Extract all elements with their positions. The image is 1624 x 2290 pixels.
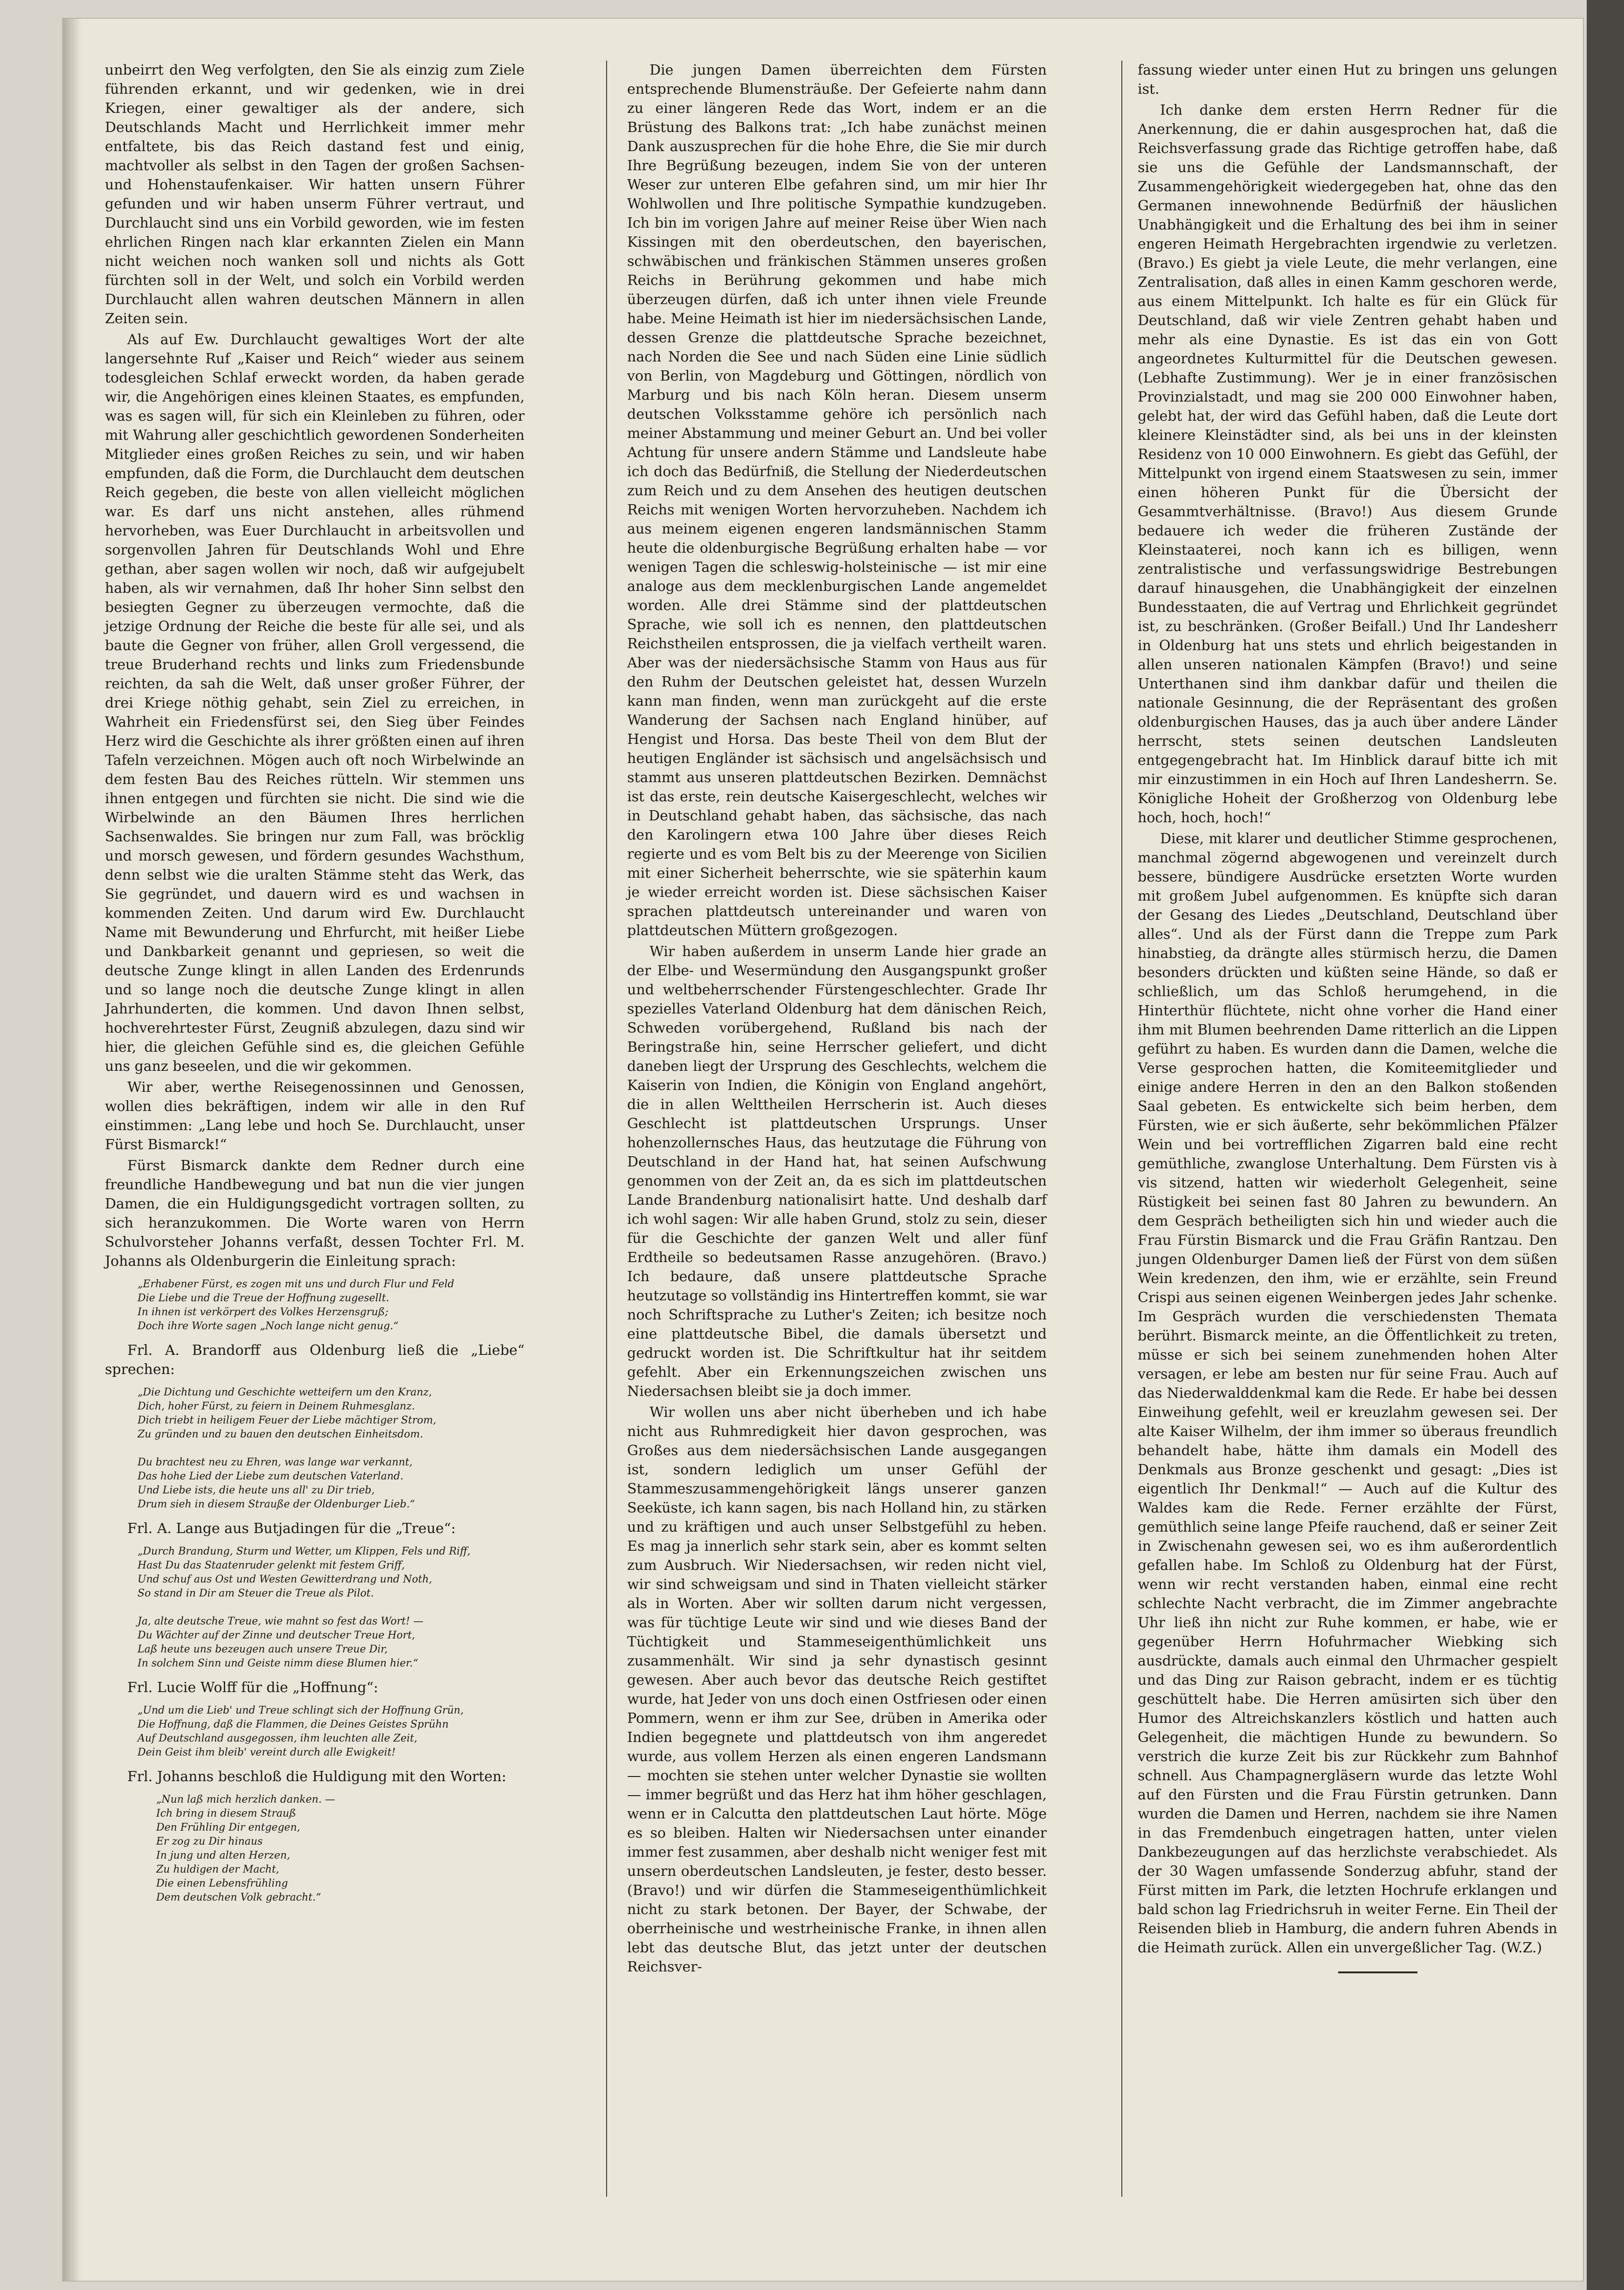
- paragraph: Frl. Lucie Wolff für die „Hoffnung“:: [127, 1679, 379, 1696]
- poem: „Erhabener Fürst, es zogen mit uns und durch Flur und Feld Die Liebe und die Treue der Hoffnung zugesellt. In ihnen ist verkörpert des Volkes Herzensgruß; Doch ihre Worte sagen „Noch lange nicht genug.“: [138, 1278, 455, 1332]
- paragraph: Diese, mit klarer und deutlicher Stimme gesprochenen, manchmal zögernd abgewogenen und vereinzelt durch bessere, bündigere Ausdrücke ersetzten Worte wurden mit großem Jubel aufgenommen. Es knüpfte sich daran der Gesang des Liedes „Deutschland, Deutschland über alles“. Und als der Fürst dann die Treppe zum Park hinabstieg, da drängte alles stürmisch herzu, die Damen besonders drückten und küßten seine Hände, so daß er schließlich, um das Schloß herumgehend, in die Hinterthür flüchtete, nicht ohne vorher die Hand einer ihm mit Blumen beehrenden Dame ritterlich an die Lippen geführt zu haben. Es wurden dann die Damen, welche die Verse gesprochen hatten, die Komiteemitglieder und einige andere Herren in den an den Balkon stoßenden Saal gebeten. Es entwickelte sich beim herben, dem Fürsten, wie er sich äußerte, sehr bekömmlichen Pfälzer Wein und bei vortrefflichen Zigarren bald eine recht gemüthliche, zwanglose Unterhaltung. Dem Fürsten vis à vis sitzend, hatten wir wiederholt Gelegenheit, seine Rüstigkeit bei seinen fast 80 Jahren zu bewundern. An dem Gespräch betheiligten sich hin und wieder auch die Frau Fürstin Bismarck und die Frau Gräfin Rantzau. Den jungen Oldenburger Damen ließ der Fürst von dem süßen Wein kredenzen, den ihm, wie er erzählte, sein Freund Crispi aus seinen eigenen Weinbergen jedes Jahr schenke. Im Gespräch wurden die verschiedensten Themata berührt. Bismarck meinte, an die Öffentlichkeit zu treten, müsse er sich bei seinem zunehmenden hohen Alter versagen, er lebe am besten nur für seine Frau. Auch auf das Niederwalddenkmal kam die Rede. Er habe bei dessen Einweihung gefehlt, weil er kreuzlahm gewesen sei. Der alte Kaiser Wilhelm, der ihm immer so überaus freundlich behandelt habe, hätte ihm damals ein Modell des Denkmals aus Bronze geschenkt und gesagt: „Dies ist eigentlich Ihr Denkmal!“ — Auch auf die Kultur des Waldes kam die Rede. Ferner erzählte der Fürst, gemüthlich seine lange Pfeife rauchend, daß er seiner Zeit in Zwischenahn gewesen sei, wo es ihm außerordentlich gefallen habe. Im Schloß zu Oldenburg hat der Fürst, wenn wir recht verstanden haben, einmal eine recht schlechte Nacht verbracht, die im Zimmer angebrachte Uhr ließ ihn nicht zur Ruhe kommen, er habe, wie er gegenüber Herrn Hofuhrmacher Wiebking sich ausdrückte, damals auch einmal den Uhrmacher gespielt und das Ding zur Raison gebracht, indem er es tüchtig geschüttelt habe. Die Herren amüsirten sich über den Humor des Altreichskanzlers köstlich und hatten auch Gelegenheit, die mächtigen Hunde zu bewundern. So verstrich die kurze Zeit bis zur Rückkehr zum Bahnhof schnell. Aus Champagnergläsern wurde das letzte Wohl auf den Fürsten und die Frau Fürstin getrunken. Dann wurden die Damen und Herren, nachdem sie ihre Namen in das Fremdenbuch eingetragen hatten, unter vielen Dankbezeugungen auf das herzlichste verabschiedet. Als der 30 Wagen umfassende Sonderzug abfuhr, stand der Fürst mitten im Park, die letzten Hochrufe erklangen und bald schon lag Friedrichsruh in weiter Ferne. Ein Theil der Reisenden blieb in Hamburg, die andern fuhren Abends in die Heimath zurück. Allen ein unvergeßlicher Tag. (W.Z.): [1138, 831, 1557, 1956]
- poem: „Die Dichtung und Geschichte wetteifern um den Kranz, Dich, hoher Fürst, zu feiern in Deinem Ruhmesglanz. Dich triebt in heiligem Feuer der Liebe mächtiger Strom, Zu gründen und zu bauen den deutschen Einheitsdom. Du brachtest neu zu Ehren, was lange war verkannt, Das hohe Lied der Liebe zum deutschen Vaterland. Und Liebe ists, die heute uns all' zu Dir trieb, Drum sieh in diesem Strauße der Oldenburger Lieb.“: [138, 1387, 436, 1510]
- column-left: [105, 61, 525, 1912]
- binding-shadow: [63, 19, 82, 2281]
- end-rule: [1338, 1971, 1417, 1973]
- paragraph: Als auf Ew. Durchlaucht gewaltiges Wort der alte langersehnte Ruf „Kaiser und Reich“ wieder aus seinem todesgleichen Schlaf erweckt worden, da haben gerade wir, die Angehörigen eines kleinen Staates, es empfunden, was es sagen will, für sich ein Kleinleben zu führen, oder mit Wahrung aller geschichtlich gewordenen Sonderheiten Mitglieder eines großen Reiches zu sein, und wir haben empfunden, daß die Form, die Durchlaucht dem deutschen Reich gegeben, die beste von allen vielleicht möglichen war. Es darf uns nicht anstehen, alles rühmend hervorheben, was Euer Durchlaucht in arbeitsvollen und sorgenvollen Jahren für Deutschlands Wohl und Ehre gethan, aber sagen wollen wir noch, daß wir aufgejubelt haben, als wir vernahmen, daß Ihr hoher Sinn selbst den besiegten Gegner zu überzeugen vermochte, daß die jetzige Ordnung der Reiche die beste für alle sei, und als baute die Gegner von früher, allen Groll vergessend, die treue Bruderhand rechts und links zum Friedensbunde reichten, da sah die Welt, daß unser großer Führer, der drei Kriege nöthig gehabt, sein Ziel zu erreichen, in Wahrheit ein Friedensfürst sei, den Sieg über Feindes Herz wird die Geschichte als ihrer größten einen auf ihren Tafeln verzeichnen. Mögen auch oft noch Wirbelwinde an dem festen Bau des Reiches rütteln. Wir stemmen uns ihnen entgegen und fürchten sie nicht. Die sind wie die Wirbelwinde an den Bäumen Ihres herrlichen Sachsenwaldes. Sie bringen nur zum Fall, was bröcklig und morsch gewesen, und fördern gesundes Wachsthum, denn selbst wie die uralten Stämme steht das Werk, das Sie gegründet, und dauern wird es und wachsen in kommenden Zeiten. Und darum wird Ew. Durchlaucht Name mit Bewunderung und Ehrfurcht, mit heißer Liebe und Dankbarkeit genannt und gepriesen, so weit die deutsche Zunge klingt in allen Landen des Erdenrunds und so lange noch die deutsche Zunge klingt in allen Jahrhunderten, die kommen. Und davon Ihnen selbst, hochverehrtester Fürst, Zeugniß abzulegen, dazu sind wir hier, die gleichen Gefühle sind es, die gleichen Gefühle uns ganz beseelen, und die wir gekommen.: [105, 332, 525, 1075]
- paragraph: Frl. A. Brandorff aus Oldenburg ließ die „Liebe“ sprechen:: [105, 1342, 525, 1378]
- paragraph: Fürst Bismarck dankte dem Redner durch eine freundliche Handbewegung und bat nun die vier jungen Damen, die ein Huldigungsgedicht vortragen sollten, zu sich heranzukommen. Die Worte waren von Herrn Schulvorsteher Johanns verfaßt, dessen Tochter Frl. M. Johanns als Oldenburgerin die Einleitung sprach:: [105, 1158, 525, 1270]
- paragraph: Wir aber, werthe Reisegenossinnen und Genossen, wollen dies bekräftigen, indem wir alle in den Ruf einstimmen: „Lang lebe und hoch Se. Durchlaucht, unser Fürst Bismarck!“: [105, 1079, 525, 1153]
- paragraph: fassung wieder unter einen Hut zu bringen uns gelungen ist.: [1138, 62, 1557, 97]
- scan-edge: [1587, 0, 1624, 2290]
- paragraph: Frl. Johanns beschloß die Huldigung mit den Worten:: [127, 1769, 506, 1785]
- column-right: [1138, 61, 1557, 1973]
- paragraph: unbeirrt den Weg verfolgten, den Sie als einzig zum Ziele führenden erkannt, und wir gedenken, wie in drei Kriegen, einer gewaltiger als der andere, sich Deutschlands Macht und Herrlichkeit immer mehr entfaltete, bis das Reich dastand fest und einig, machtvoller als selbst in den Tagen der großen Sachsen- und Hohenstaufenkaiser. Wir hatten unsern Führer gefunden und wir haben unserm Führer vertraut, und Durchlaucht sind uns ein Vorbild geworden, wie im festen ehrlichen Ringen nach klar erkannten Zielen ein Mann nicht weichen noch wanken soll und nichts als Gott fürchten soll in der Welt, und solch ein Vorbild werden Durchlaucht allen wahren deutschen Männern in allen Zeiten sein.: [105, 62, 525, 327]
- column-rule: [606, 61, 607, 2197]
- paragraph: Frl. A. Lange aus Butjadingen für die „Treue“:: [127, 1520, 456, 1537]
- paragraph: Die jungen Damen überreichten dem Fürsten entsprechende Blumensträuße. Der Gefeierte nahm dann zu einer längeren Rede das Wort, indem er an die Brüstung des Balkons trat: „Ich habe zunächst meinen Dank auszusprechen für die hohe Ehre, die Sie mir durch Ihre Begrüßung bezeugen, indem Sie von der unteren Weser zur unteren Elbe gefahren sind, um mir hier Ihr Wohlwollen und Ihre politische Sympathie kundzugeben. Ich bin im vorigen Jahre auf meiner Reise über Wien nach Kissingen mit den oberdeutschen, den bayerischen, schwäbischen und fränkischen Stämmen unseres großen Reichs in Berührung gekommen und habe mich überzeugen dürfen, daß ich unter ihnen viele Freunde habe. Meine Heimath ist hier im niedersächsischen Lande, dessen Grenze die plattdeutsche Sprache bezeichnet, nach Norden die See und nach Süden eine Linie südlich von Berlin, von Magdeburg und Göttingen, nördlich von Marburg und bis nach Köln heran. Diesem unserm deutschen Volksstamme gehöre ich persönlich nach meiner Abstammung und meiner Geburt an. Und bei voller Achtung für unsere andern Stämme und Landsleute habe ich doch das Bedürfniß, die Stellung der Niederdeutschen zum Reich und zu dem Ansehen des heutigen deutschen Reichs mit wenigen Worten hervorzuheben. Nachdem ich aus meinem eigenen engeren landsmännischen Stamm heute die oldenburgische Begrüßung erhalten habe — vor wenigen Tagen die schleswig-holsteinische — ist mir eine analoge aus dem mecklenburgischen Lande angemeldet worden. Alle drei Stämme sind der plattdeutschen Sprache, wie soll ich es nennen, den plattdeutschen Reichstheilen entsprossen, die ja vielfach vertheilt waren. Aber was der niedersächsische Stamm von Haus aus für den Ruhm der Deutschen geleistet hat, dessen Wurzeln kann man finden, wenn man zurückgeht auf die erste Wanderung der Sachsen nach England hinüber, auf Hengist und Horsa. Das beste Theil von dem Blut der heutigen Engländer ist sächsisch und angelsächsisch und stammt aus unseren plattdeutschen Bezirken. Demnächst ist das erste, rein deutsche Kaisergeschlecht, welches wir in Deutschland gehabt haben, das sächsische, das nach den Karolingern etwa 100 Jahre über dieses Reich regierte und es vom Belt bis zu der Meerenge von Sicilien mit einer Sicherheit beherrschte, wie sie späterhin kaum je wieder erreicht worden ist. Diese sächsischen Kaiser sprachen plattdeutsch untereinander und waren von plattdeutschen Müttern großgezogen.: [627, 62, 1047, 939]
- column-middle: [627, 61, 1047, 1978]
- paragraph: Wir wollen uns aber nicht überheben und ich habe nicht aus Ruhmredigkeit hier davon gesprochen, was Großes aus dem niedersächsischen Lande ausgegangen ist, sondern lediglich um unser Gefühl der Stammeszusammengehörigkeit längs unserer ganzen Seeküste, ich kann sagen, bis nach Holland hin, zu stärken und zu kräftigen und auch unser Selbstgefühl zu heben. Es mag ja innerlich sehr stark sein, aber es kommt selten zum Ausbruch. Wir Niedersachsen, wir reden nicht viel, wir sind schweigsam und sind in Thaten vielleicht stärker als in Worten. Aber wir sollten darum nicht vergessen, was für tüchtige Leute wir sind und wie dieses Band der Tüchtigkeit und Stammeseigenthümlichkeit uns zusammenhält. Wir sind ja sehr dynastisch gesinnt gewesen. Aber auch bevor das deutsche Reich gestiftet wurde, hat Jeder von uns doch einen Ostfriesen oder einen Pommern, wenn er ihm zur See, drüben in Amerika oder Indien begegnete und plattdeutsch von ihm angeredet wurde, aus vollem Herzen als einen engeren Landsmann — mochten sie stehen unter welcher Dynastie sie wollten — immer begrüßt und das Herz hat ihm höher geschlagen, wenn er in Calcutta den plattdeutschen Laut hörte. Möge es so bleiben. Halten wir Niedersachsen unter einander immer fest zusammen, aber deshalb nicht weniger fest mit unsern oberdeutschen Landsleuten, je fester, desto besser. (Bravo!) und wir dürfen die Stammeseigenthümlichkeit nicht zu stark betonen. Der Bayer, der Schwabe, der oberrheinische und westrheinische Franke, in ihnen allen lebt das deutsche Blut, das jetzt unter der deutschen Reichsver-: [627, 1404, 1047, 1975]
- poem: „Und um die Lieb' und Treue schlingt sich der Hoffnung Grün, Die Hoffnung, daß die Flammen, die Deines Geistes Sprühn Auf Deutschland ausgegossen, ihm leuchten alle Zeit, Dein Geist ihm bleib' vereint durch alle Ewigkeit!: [138, 1705, 464, 1758]
- paragraph: Ich danke dem ersten Herrn Redner für die Anerkennung, die er dahin ausgesprochen hat, daß die Reichsverfassung grade das Richtige getroffen habe, daß sie uns die Gefühle der Landsmannschaft, der Zusammengehörigkeit wiedergegeben hat, ohne das den Germanen innewohnende Bedürfniß der häuslichen Unabhängigkeit und die Erhaltung des bei ihm in seiner engeren Heimath Hergebrachten irgendwie zu verletzen. (Bravo.) Es giebt ja viele Leute, die mehr verlangen, eine Zentralisation, daß alles in einen Kamm geschoren werde, aus einem Mittelpunkt. Ich halte es für ein Glück für Deutschland, daß wir viele Zentren gehabt haben und mehr als eine Dynastie. Es ist das ein von Gott angeordnetes Kulturmittel für die Deutschen gewesen. (Lebhafte Zustimmung). Wer je in einer französischen Provinzialstadt, und mag sie 200 000 Einwohner haben, gelebt hat, der wird das Gefühl haben, daß die Leute dort kleinere Kleinstädter sind, als bei uns in der kleinsten Residenz von 10 000 Einwohnern. Es giebt das Gefühl, der Mittelpunkt von irgend einem Staatswesen zu sein, immer einen höheren Punkt für die Übersicht der Gesammtverhältnisse. (Bravo!) Aus diesem Grunde bedauere ich weder die früheren Zustände der Kleinstaaterei, noch kann ich es billigen, wenn zentralistische und verfassungswidrige Bestrebungen darauf hinausgehen, die Unabhängigkeit der einzelnen Bundesstaaten, die auf Vertrag und Ehrlichkeit gegründet ist, zu beschränken. (Großer Beifall.) Und Ihr Landesherr in Oldenburg hat uns stets und ehrlich beigestanden in allen unseren nationalen Kämpfen (Bravo!) und seine Unterthanen sind ihm dankbar dafür und theilen die nationale Gesinnung, die der Repräsentant des großen oldenburgischen Hauses, das ja auch über andere Länder herrscht, stets seinen deutschen Landsleuten entgegengebracht hat. Im Hinblick darauf bitte ich mit mir einzustimmen in ein Hoch auf Ihren Landesherrn. Se. Königliche Hoheit der Großherzog von Oldenburg lebe hoch, hoch, hoch!“: [1138, 102, 1557, 826]
- column-rule: [1121, 61, 1122, 2197]
- poem: „Nun laß mich herzlich danken. — Ich bring in diesem Strauß Den Frühling Dir entgegen, Er zog zu Dir hinaus In jung und alten Herzen, Zu huldigen der Macht, Die einen Lebensfrühling Dem deutschen Volk gebracht.“: [156, 1794, 335, 1903]
- paragraph: Wir haben außerdem in unserm Lande hier grade an der Elbe- und Wesermündung den Ausgangspunkt großer und weltbeherrschender Fürstengeschlechter. Grade Ihr spezielles Vaterland Oldenburg hat dem dänischen Reich, Schweden vorübergehend, Rußland bis nach der Beringstraße hin, seine Herrscher geliefert, und dicht daneben liegt der Ursprung des Geschlechts, welchem die Kaiserin von Indien, die Königin von England angehört, die in allen Welttheilen Herrscherin ist. Auch dieses Geschlecht ist plattdeutschen Ursprungs. Unser hohenzollernsches Haus, das heutzutage die Führung von Deutschland in der Hand hat, hat seinen Aufschwung genommen von der Zeit an, da es sich im plattdeutschen Lande Brandenburg nationalisirt hatte. Und deshalb darf ich wohl sagen: Wir alle haben Grund, stolz zu sein, dieser für die Geschichte der ganzen Welt und aller fünf Erdtheile so bedeutsamen Rasse anzugehören. (Bravo.) Ich bedaure, daß unsere plattdeutsche Sprache heutzutage so vollständig ins Hintertreffen kommt, sie war noch Schriftsprache zu Luther's Zeiten; ich besitze noch eine plattdeutsche Bibel, die damals übersetzt und gedruckt worden ist. Die Schriftkultur hat ihr seitdem gefehlt. Aber ein Erkennungszeichen zwischen uns Niedersachsen bleibt sie ja doch immer.: [627, 944, 1047, 1400]
- poem: „Durch Brandung, Sturm und Wetter, um Klippen, Fels und Riff, Hast Du das Staatenruder gelenkt mit festem Griff, Und schuf aus Ost und Westen Gewitterdrang und Noth, So stand in Dir am Steuer die Treue als Pilot. Ja, alte deutsche Treue, wie mahnt so fest das Wort! — Du Wächter auf der Zinne und deutscher Treue Hort, Laß heute uns bezeugen auch unsere Treue Dir, In solchem Sinn und Geiste nimm diese Blumen hier.“: [138, 1546, 471, 1669]
